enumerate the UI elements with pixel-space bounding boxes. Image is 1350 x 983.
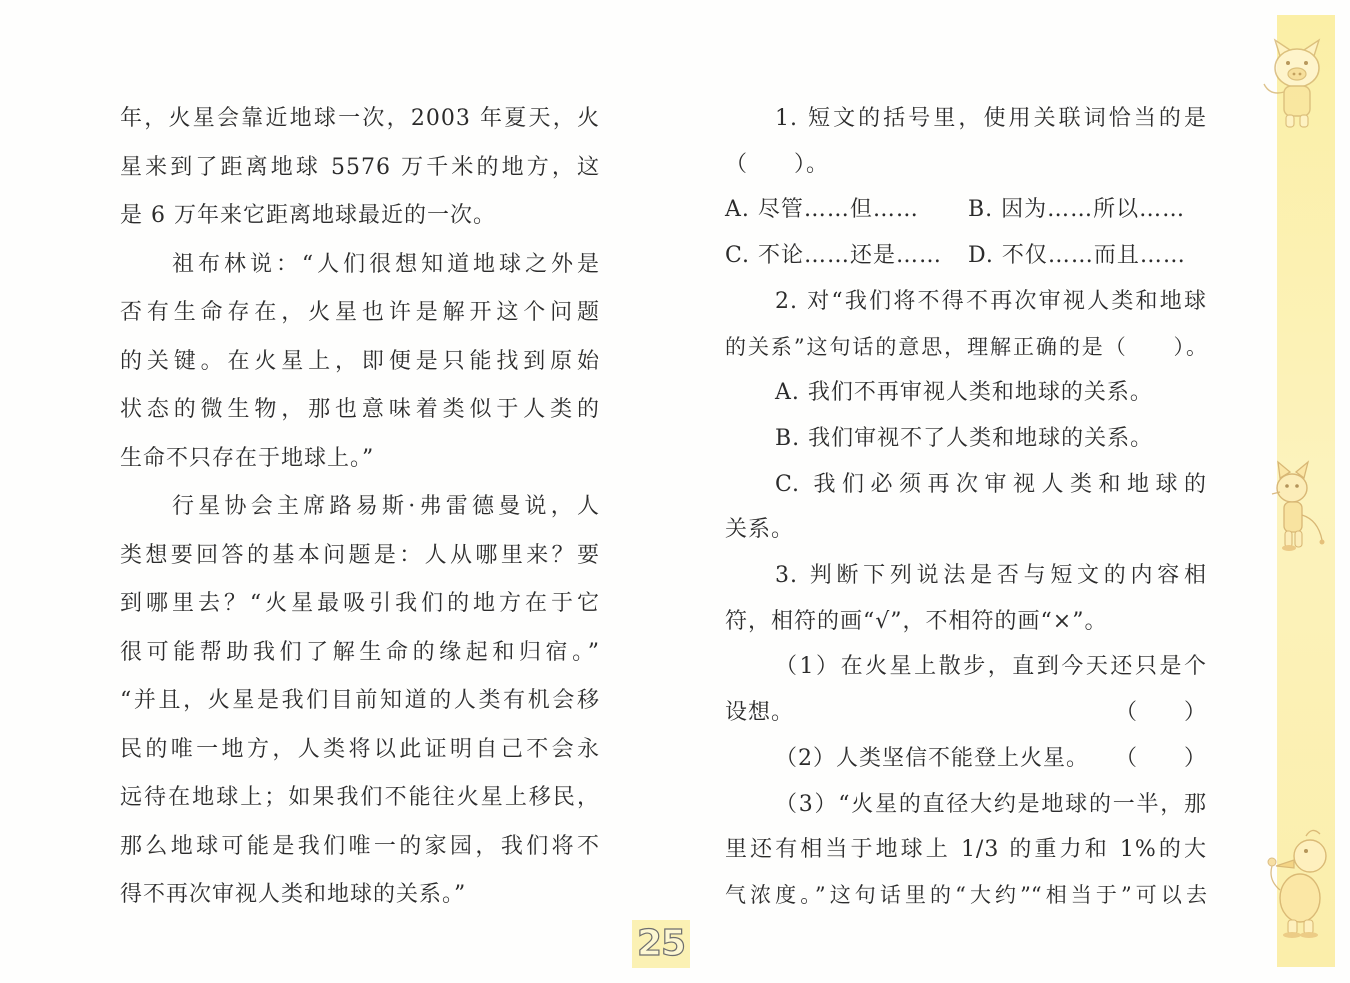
option-c: C. 不论……还是…… [725,243,943,269]
option-c: 关系。 [725,517,795,543]
question-3-stem: 3. 判断下列说法是否与短文的内容相 [775,563,1207,589]
passage-column [120,95,600,920]
answer-box: （ ） [1114,700,1207,726]
question-3-item-1: （1）在火星上散步，直到今天还只是个 [775,654,1207,680]
passage-line: 状态的微生物，那也意味着类似于人类的 [120,397,600,422]
answer-box: （ ） [1114,745,1207,771]
passage-line: 星来到了距离地球 5576 万千米的地方，这 [120,154,600,180]
passage-line: 民的唯一地方，人类将以此证明自己不会永 [120,736,600,762]
option-a: A. 我们不再审视人类和地球的关系。 [775,380,1153,406]
item-text: 设想。 [725,700,795,726]
question-1-options-row [725,233,1207,279]
question-3-item-2 [725,736,1207,782]
passage-line: 生命不只存在于地球上。” [120,445,375,471]
passage-line: 行星协会主席路易斯·弗雷德曼说，人 [172,494,600,519]
passage-line: 远待在地球上；如果我们不能往火星上移民， [120,785,600,810]
passage-line: 很可能帮助我们了解生命的缘起和归宿。” [120,639,600,665]
option-b: B. 我们审视不了人类和地球的关系。 [775,425,1154,451]
question-1-stem: （ ）。 [725,151,830,177]
passage-line: 年，火星会靠近地球一次，2003 年夏天，火 [120,106,600,131]
passage-line: “并且，火星是我们目前知道的人类有机会移 [120,688,600,713]
option-d: D. 不仅……而且…… [968,243,1186,269]
item-text: （2）人类坚信不能登上火星。 [775,745,1089,771]
passage-line: 得不再次审视人类和地球的关系。” [120,882,467,907]
option-c: C. 我们必须再次审视人类和地球的 [775,471,1207,497]
passage-line: 的关键。在火星上，即便是只能找到原始 [120,348,600,374]
option-a: A. 尽管……但…… [725,197,919,223]
passage-line: 否有生命存在，火星也许是解开这个问题 [120,300,600,325]
question-2-stem: 的关系”这句话的意思，理解正确的是（ ）。 [725,334,1207,359]
option-b: B. 因为……所以…… [968,197,1186,223]
question-1-options-row [725,187,1207,233]
passage-line: 到哪里去？“火星最吸引我们的地方在于它 [120,591,600,616]
question-3-item-1 [725,690,1207,736]
question-2-stem: 2. 对“我们将不得不再次审视人类和地球 [775,288,1207,314]
question-3-item-3: 里还有相当于地球上 1/3 的重力和 1%的大 [725,837,1207,863]
page-number: 25 [632,920,690,968]
question-1-stem: 1. 短文的括号里，使用关联词恰当的是 [775,106,1207,131]
question-3-item-3: （3）“火星的直径大约是地球的一半，那 [775,791,1207,817]
question-3-item-3: 气浓度。”这句话里的“大约”“相当于”可以去 [725,882,1207,907]
question-3-stem: 符，相符的画“√”，不相符的画“×”。 [725,608,1108,634]
passage-line: 祖布林说：“人们很想知道地球之外是 [172,251,600,277]
passage-line: 那么地球可能是我们唯一的家园，我们将不 [120,833,600,859]
passage-line: 类想要回答的基本问题是：人从哪里来？要 [120,542,600,568]
passage-line: 是 6 万年来它距离地球最近的一次。 [120,203,496,228]
sidebar-strip [1250,0,1345,983]
questions-column [725,96,1207,919]
